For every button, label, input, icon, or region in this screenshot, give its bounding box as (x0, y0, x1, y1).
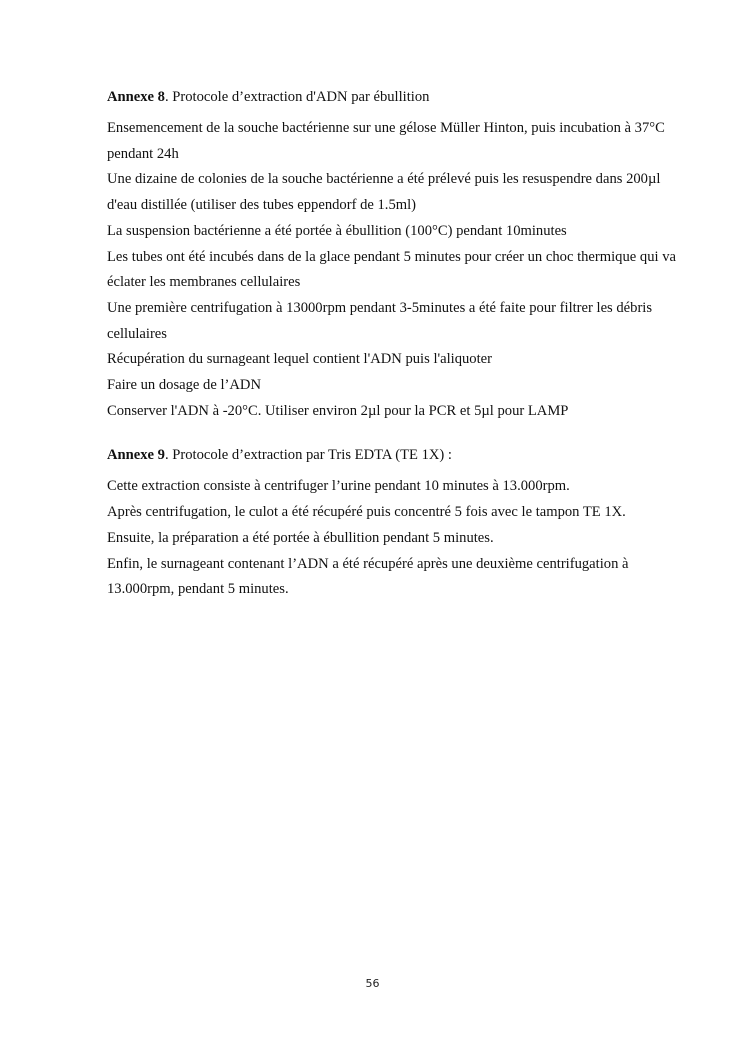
annexe-9-step: Enfin, le surnageant contenant l’ADN a été récupéré après une deuxième centrifugation à 13.000rpm, pendant 5 minutes. (107, 555, 629, 598)
annexe-8-step: Une première centrifugation à 13000rpm pendant 3-5minutes a été faite pour filtrer les débris cellulaires (107, 299, 653, 342)
page-content (107, 86, 687, 603)
annexe-9-title: . Protocole d’extraction par Tris EDTA (TE 1X) : (164, 447, 452, 464)
annexe-8-heading (107, 86, 687, 108)
annexe-9-label: Annexe 9 (107, 447, 165, 464)
annexe-8-step: Conserver l'ADN à -20°C. Utiliser environ 2µl pour la PCR et 5µl pour LAMP (107, 402, 569, 419)
page-number: 56 (365, 977, 380, 990)
annexe-8-title: . Protocole d’extraction d'ADN par ébullition (164, 89, 430, 105)
annexe-8-step: Les tubes ont été incubés dans de la glace pendant 5 minutes pour créer un choc thermique qui va éclater les membranes cellulaires (107, 248, 676, 291)
annexe-9-heading (107, 444, 687, 466)
annexe-9-step: Ensuite, la préparation a été portée à ébullition pendant 5 minutes. (107, 529, 494, 546)
annexe-8-step: Faire un dosage de l’ADN (107, 377, 262, 394)
annexe-8-step: Récupération du surnageant lequel contient l'ADN puis l'aliquoter (107, 351, 492, 368)
annexe-8-step: Ensemencement de la souche bactérienne sur une gélose Müller Hinton, puis incubation à 37°C pendant 24h (107, 120, 665, 162)
annexe-9-step: Cette extraction consiste à centrifuger l’urine pendant 10 minutes à 13.000rpm. (107, 478, 570, 495)
annexe-8-label: Annexe 8 (107, 89, 165, 105)
annexe-8-step: La suspension bactérienne a été portée à ébullition (100°C) pendant 10minutes (107, 222, 567, 239)
annexe-8-step: Une dizaine de colonies de la souche bactérienne a été prélevé puis les resuspendre dans 200µl d'eau distillée (utiliser des tubes eppendorf de 1.5ml) (107, 171, 661, 214)
annexe-9-step: Après centrifugation, le culot a été récupéré puis concentré 5 fois avec le tampon TE 1X. (107, 504, 626, 521)
